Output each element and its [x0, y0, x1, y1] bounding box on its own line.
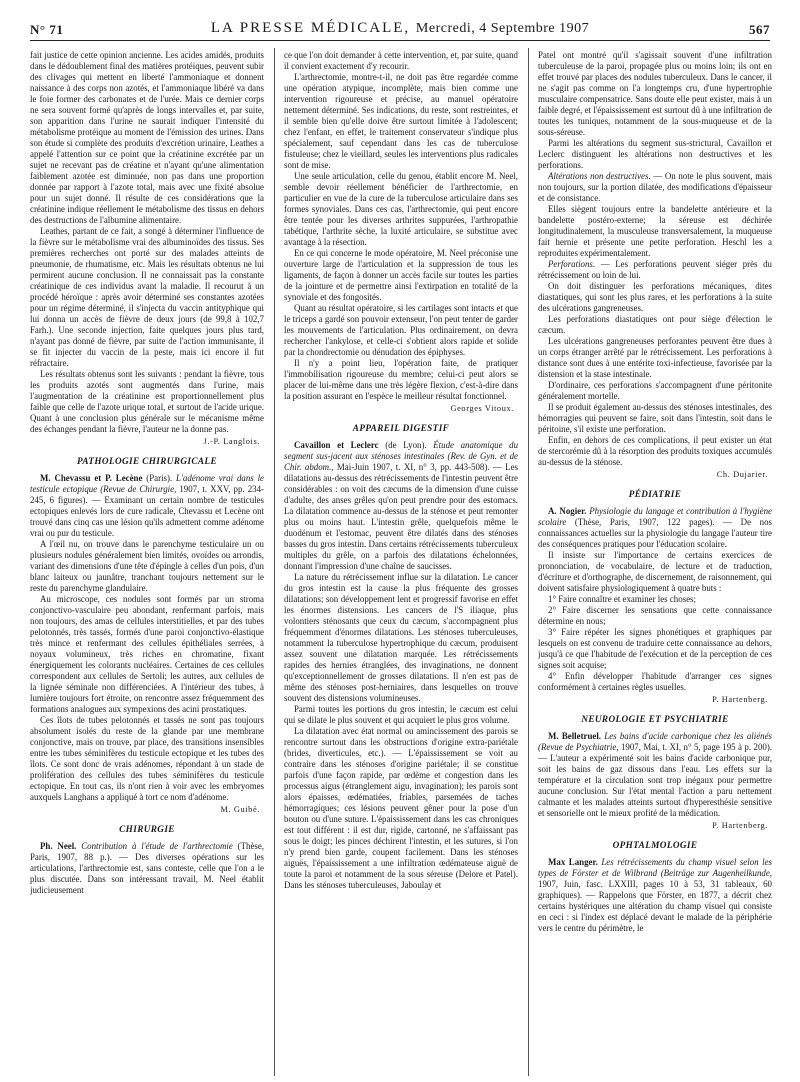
- paragraph: Il n'y a point lieu, l'opération faite, de pratiquer l'immobilisation rigoureuse du membre; celui-ci peut alors se placer de lui-même dans une très légère flexion, c'est-à-dire dans la position assurant en l'espèce le meilleur résultat fonctionnel.: [284, 358, 518, 401]
- review-title: Étude anatomique du segment sus-jacent aux sténoses intestinales: [284, 440, 518, 461]
- signature: Ch. Dujarier.: [716, 470, 768, 479]
- section-heading: CHIRURGIE: [119, 824, 175, 834]
- review-title: Les rétrécissements du champ visuel selon les types de Förster et de Wilbrand: [538, 857, 772, 878]
- signature: J.-P. Langlois.: [203, 437, 260, 446]
- paragraph: Parmi les altérations du segment sus-strictural, Cavaillon et Leclerc distinguent les altérations non destructives et les perforations.: [538, 138, 772, 170]
- review-entry: [538, 506, 772, 550]
- paragraph: L'arthrectomie, montre-t-il, ne doit pas être regardée comme une opération atypique, incomplète, mais bien comme une intervention rigoureuse et précise, au manuel opératoire nettement déterminé. Ses indications, du reste, sont restreintes, et il semble bien qu'elle doive être surtout limitée à l'adolescent; chez l'enfant, en effet, le traitement conservateur s'indique plus spécialement, sauf cependant dans les cas de tuberculose fistuleuse; chez le vieillard, seules les interventions plus radicales sont de mise.: [284, 72, 518, 170]
- paragraph-text: — Les perforations peuvent siéger près du rétrécissement ou loin de lui.: [538, 259, 772, 280]
- subheading-inline: Altérations non destructives.: [548, 171, 651, 181]
- issue-date: Mercredi, 4 Septembre 1907: [415, 21, 590, 36]
- review-title: Physiologie du langage et contribution à l'hygiène scolaire: [538, 506, 772, 527]
- review-title: L'adénome vrai dans le testicule ectopique: [30, 473, 264, 494]
- journal-title: LA PRESSE MÉDICALE,: [210, 20, 411, 36]
- page-number-right: 567: [749, 22, 770, 37]
- paragraph: D'ordinaire, ces perforations s'accompagnent d'une péritonite généralement mortelle.: [538, 380, 772, 401]
- review-source: (Rev. de Gyn. et de Chir. abdom.,: [284, 451, 518, 472]
- review-author: Max Langer.: [548, 857, 598, 867]
- review-text: 1907, Mai, t. XI, n° 5, page 195 à p. 200). — L'auteur a expérimenté soit les bains d'acide carbonique pur, soit les bains de gaz dissous dans l'eau. Les effets sur la température et la circulation sont trop inégaux pour permettre aucune conclusion. Sur l'état mental l'action a paru nettement calmante et les malades atteints surtout d'hyperesthésie sensitive et sensorielle ont le mieux profité de la médication.: [538, 742, 772, 818]
- journal-masthead: [30, 20, 770, 37]
- review-author: M. Belletruel.: [548, 731, 602, 741]
- paragraph: Les résultats obtenus sont les suivants : pendant la fièvre, tous les produits azotés sont augmentés dans l'urine, mais l'augmentation de la créatinine est proportionnellement plus faible que celle de l'azote urique total, et surtout de l'acide urique. Quant à une conclusion plus générale sur le mécanisme même des échanges pendant la fièvre, l'auteur ne la donne pas.: [30, 369, 264, 434]
- page-header: [30, 8, 770, 48]
- paragraph: [538, 171, 772, 204]
- section-heading: APPAREIL DIGESTIF: [352, 423, 450, 433]
- signature: M. Guibé.: [220, 805, 260, 814]
- subheading-inline: Perforations.: [548, 259, 596, 269]
- review-source: (Revue de Chirurgie,: [97, 484, 177, 494]
- list-item: 3° Faire répéter les signes phonétiques et graphiques par lesquels on est convenu de traduire cette connaissance au dehors, jusqu'à ce que l'habitude de l'exécution et de la perception de ces signes soit acquise;: [538, 627, 772, 670]
- paragraph: ce que l'on doit demander à cette intervention, et, par suite, quand il convient exactement d'y recourir.: [284, 50, 518, 71]
- list-item: 2° Faire discerner les sensations que cette connaissance détermine en nous;: [538, 605, 772, 626]
- signature: P. Hartenberg.: [712, 695, 768, 704]
- paragraph: Enfin, en dehors de ces complications, il peut exister un état de stercorémie dû à la résorption des produits toxiques accumulés au-dessus de la sténose.: [538, 435, 772, 467]
- review-title: Les bains d'acide carbonique chez les aliénés: [601, 731, 772, 741]
- paragraph: La dilatation avec état normal ou amincissement des parois se rencontre surtout dans les obstructions d'origine extra-pariétale (brides, diverticules, etc.). — L'épaississement se voit au contraire dans les sténoses d'origine pariétale; il se constitue parfois d'une façon rapide, par œdème et congestion dans les processus aigus (étranglement aigu, invagination); les parois sont alors épaisses, œdématiées, friables, parsemées de taches hémorragiques; ces lésions peuvent gêner pour la pose d'un bouton ou d'une suture. L'épaississement dans les cas chroniques est tout différent : il est dur, rigide, cartonné, ne s'affaissant pas sous le doigt; les pinces déchirent l'intestin, et les sutures, si l'on n'y prend bien garde, coupent facilement. Dans les sténoses aiguës, l'épaississement a une infiltration œdémateuse aiguë de toute la paroi et notamment de la sous séreuse (Delore et Patel). Dans les sténoses tuberculeuses, Jaboulay et: [284, 726, 518, 890]
- review-author: A. Nogier.: [548, 506, 587, 516]
- review-author: Ph. Neel.: [40, 841, 77, 851]
- paragraph: Ces îlots de tubes pelotonnés et tassés ne sont pas toujours absolument isolés du reste de la glande par une membrane conjonctive, mais on trouve, par place, des transitions insensibles entre les tubes séminifères du testicule ectopique et les tubes des îlots. Ce sont donc de vrais adénomes, répondant à un stade de prolifération des cellules des tubes séminifères du testicule ectopique. En tout cas, ils n'ont rien à voir avec les embryomes auxquels Langhans a appliqué à tort ce nom d'adénome.: [30, 715, 264, 802]
- paragraph: Les perforations diastatiques ont pour siège d'élection le cæcum.: [538, 314, 772, 335]
- review-text: 1907, Juin, fasc. LXXIII, pages 10 à 53, 31 tableaux, 60 graphiques). — Rappelons que Förster, en 1877, a décrit chez certains hystériques une altération du champ visuel qui consiste en ceci : si l'index est déplacé devant le malade de la périphérie vers le centre du périmètre, le: [538, 879, 772, 933]
- paragraph: [538, 259, 772, 281]
- review-entry: [284, 440, 518, 572]
- review-text: (Thèse, Paris, 1907, 88 p.). — Des diverses opérations sur les articulations, l'arthrectomie est, sans conteste, celle que l'on a le plus discutée. Dans son intéressant travail, M. Neel établit judicieusement: [30, 841, 264, 895]
- column-divider-2: [528, 48, 529, 1076]
- signature: Georges Vitoux.: [450, 404, 514, 413]
- review-text: (Thèse, Paris, 1907, 122 pages). — De nos connaissances actuelles sur la physiologie du langage l'auteur tire des conséquences pratiques pour l'éducation scolaire.: [538, 517, 772, 549]
- signature: P. Hartenberg.: [712, 821, 768, 830]
- list-item: 4° Enfin développer l'habitude d'arranger ces signes conformément à certaines règles usuelles.: [538, 671, 772, 692]
- paragraph: Il se produit également au-dessus des sténoses intestinales, des hémorragies qui peuvent se faire, soit dans l'intestin, soit dans le péritoine, s'il existe une perforation.: [538, 402, 772, 434]
- paragraph: Patel ont montré qu'il s'agissait souvent d'une infiltration tuberculeuse de la paroi, propagée plus ou moins loin; ils ont en effet trouvé par places des nodules tuberculeux. Dans le cancer, il ne s'agit pas comme on l'a longtemps cru, d'une hypertrophie musculaire compensatrice. Sans doute elle peut exister, mais à un faible degré, et l'épaississement est surtout dû à une infiltration de toutes les tuniques, notamment de la sous-muqueuse et de la sous-séreuse.: [538, 50, 772, 137]
- review-source: (Beiträge zur Augenheilkunde,: [657, 868, 772, 878]
- section-heading: PATHOLOGIE CHIRURGICALE: [77, 456, 217, 466]
- column-2: [284, 50, 518, 1075]
- paragraph: Une seule articulation, celle du genou, établit encore M. Neel, semble devoir réellement bénéficier de l'arthrectomie, en particulier en vue de la cure de la tuberculose articulaire dans ses formes synoviales. Dans ces cas, l'arthrectomie, qui peut encore être tentée pour les diverses arthrites suppurées, l'arthropathie tabétique, l'arthrite sèche, la luxité articulaire, se substitue avec avantage à la résection.: [284, 171, 518, 247]
- paragraph: Les ulcérations gangreneuses perforantes peuvent être dues à un corps étranger arrêté par le rétrécissement. Les perforations à distance sont dues à une entérite toxi-infectieuse, favorisée par la distension et la stase intestinale.: [538, 336, 772, 379]
- paragraph-text: — On note le plus souvent, mais non toujours, sur la portion dilatée, des modifications d'épaisseur et de consistance.: [538, 171, 772, 203]
- review-place: (de Lyon).: [378, 440, 434, 450]
- review-entry: [538, 731, 772, 819]
- section-heading: PÉDIATRIE: [628, 489, 682, 499]
- review-entry: [30, 473, 264, 539]
- list-item: 1° Faire connaître et examiner les choses;: [548, 594, 696, 604]
- paragraph: Au microscope, ces nodules sont formés par un stroma conjonctivo-vasculaire peu abondant, renfermant parfois, mais non toujours, des amas de cellules interstitielles, et par des tubes pelotonnés, très tassés, formés d'une paroi conjonctivo-élastique très mince et renfermant des cellules épithéliales serrées, à noyaux volumineux, très riches en chromatine, fixant énergiquement les colorants nucléaires. Certaines de ces cellules correspondent aux cellules de Sertoli; les autres, aux cellules de la lignée séminale non différenciées. A l'intérieur des tubes, à lumière toujours fort étroite, on rencontre assez fréquemment des formations analogues aux sympexions des acini prostatiques.: [30, 594, 264, 714]
- review-entry: [30, 841, 264, 896]
- review-author: M. Chevassu et P. Lecène: [40, 473, 143, 483]
- review-title: Contribution à l'étude de l'arthrectomie: [76, 841, 233, 851]
- review-author: Cavaillon et Leclerc: [294, 440, 379, 450]
- section-heading: OPHTALMOLOGIE: [612, 840, 698, 850]
- review-source: (Revue de Psychiatrie,: [538, 742, 619, 752]
- paragraph: Quant au résultat opératoire, si les cartilages sont intacts et que le triceps a gardé son pouvoir extenseur, l'on peut tenter de garder les mouvements de l'articulation. Plus ordinairement, on devra rechercher l'ankylose, et celle-ci s'obtient alors rapide et solide par la chondrectomie ou dénudation des épiphyses.: [284, 303, 518, 357]
- paragraph: fait justice de cette opinion ancienne. Les acides amidés, produits dans le dédoublement final des matières protéiques, peuvent subir des clivages qui mettent en liberté l'ammoniaque et donnent naissance à des corps non azotés, et l'ammoniaque libéré va dans le foie former des carbonates et de l'urée. Mais ce dernier corps ne sera souvent formé qu'après de longs intervalles et, par suite, son apparition dans l'urine ne saurait indiquer l'intensité du métabolisme protéique au moment de l'émission des urines. Dans son étude si complète des produits d'excrétion urinaire, Leathes a appelé l'attention sur ce point que la créatinine excrétée par un sujet ne recevant pas de créatine et n'ayant qu'une alimentation faiblement azotée est diminuée, non pas dans une proportion donnée par rapport à l'azote total, mais avec une fixité absolue pour un sujet donné. Il résulte de ces considérations que la créatinine indique réellement le métabolisme des tissus en dehors des destructions de l'albumine alimentaire.: [30, 50, 264, 225]
- column-divider-1: [274, 48, 275, 1076]
- page-number-left: N° 71: [30, 22, 64, 37]
- paragraph: On doit distinguer les perforations mécaniques, dites diastatiques, qui sont les plus rares, et les perforations à la suite des ulcérations gangreneuses.: [538, 281, 772, 313]
- review-place: (Paris).: [142, 473, 177, 483]
- paragraph: En ce qui concerne le mode opératoire, M. Neel préconise une ouverture large de l'articulation et la suppression de tous les ligaments, de façon à donner un accès facile sur toutes les parties de la jointure et de permettre ainsi l'extirpation en totalité de la synoviale et des fongosités.: [284, 248, 518, 302]
- paragraph: A l'œil nu, on trouve dans le parenchyme testiculaire un ou plusieurs nodules généralement bien limités, ovoïdes ou arrondis, variant des dimensions d'une tête d'épingle à celles d'un pois, d'un blanc laiteux ou jaunâtre, tranchant toujours nettement sur le reste du parenchyme glandulaire.: [30, 539, 264, 593]
- paragraph: Parmi toutes les portions du gros intestin, le cæcum est celui qui se dilate le plus souvent et qui acquiert le plus gros volume.: [284, 704, 518, 725]
- header-rule: [30, 40, 770, 41]
- section-heading: NEUROLOGIE ET PSYCHIATRIE: [581, 714, 729, 724]
- paragraph: Elles siègent toujours entre la bandelette antérieure et la bandelette postéro-externe; la séreuse est déchirée longitudinalement, la musculeuse transversalement, la muqueuse fait hernie et présente une petite perforation. Heschl les a reproduites expérimentalement.: [538, 204, 772, 258]
- review-entry: [538, 857, 772, 934]
- column-1: [30, 50, 264, 1075]
- paragraph: Leathes, partant de ce fait, a songé à déterminer l'influence de la fièvre sur le métabolisme vrai des albuminoïdes des tissus. Ses premières recherches ont porté sur des malades atteints de pneumonie, de rhumatisme, etc. Mais les résultats obtenus ne lui permirent aucune conclusion. Il ne connaissait pas la constante créatinique de ces individus avant la maladie. Il recourut à un procédé héroïque : après avoir déterminé ses constantes azotées pour un régime déterminé, il s'injecta du vaccin antityphique qui lui donna un accès de fièvre de deux jours (de 99,8 à 102,7 Farh.). Une seconde injection, faite quelques jours plus tard, n'ayant pas donné de fièvre, par suite de l'action immunisante, il se fit injecter du vaccin de la peste, mais ici encore il fut réfractaire.: [30, 226, 264, 368]
- review-text: Mai-Juin 1907, t. XI, n° 3, pp. 443-508). — Les dilatations au-dessus des rétrécissements de l'intestin peuvent être considérables : on voit des cæcums de la dimension d'une cuisse d'adulte, des anses grêles qu'on peut prendre pour des estomacs. La dilatation commence au-dessus de la sténose et peut remonter plus ou moins haut. L'intestin grêle, quelquefois même le duodénum et l'estomac, peuvent être dilatés dans des sténoses basses du gros intestin. Dans certains rétrécissements tuberculeux multiples du grêle, on a parfois des dilatations échelonnées, donnant l'impression d'une chaîne de saucisses.: [284, 462, 518, 571]
- review-text: 1907, t. XXV, pp. 234-245, 6 figures). — Examinant un certain nombre de testicules ectopiques enlevés lors de cure radicale, Chevassu et Lecène ont trouvé dans cinq cas une lésion qu'ils admettent comme adénome vrai ou pur du testicule.: [30, 484, 264, 538]
- column-3: [538, 50, 772, 1075]
- paragraph: La nature du rétrécissement influe sur la dilatation. Le cancer du gros intestin est la cause la plus fréquente des grosses dilatations; son développement lent et progressif favorise en effet les énormes distensions. Les cancers de l'S iliaque, plus volontiers sténosants que ceux du cæcum, s'accompagnent plus fréquemment d'énormes dilatations. Les sténoses tuberculeuses, notamment la tuberculose hypertrophique du cæcum, produisent assez souvent une dilatation marquée. Les rétrécissements rapides des hernies étranglées, des invaginations, ne donnent qu'exceptionnellement de grosses dilatations. Il n'en est pas de même des sténoses post-herniaires, dans lesquelles on trouve souvent des distensions volumineuses.: [284, 572, 518, 703]
- paragraph: Il insiste sur l'importance de certains exercices de prononciation, de vocabulaire, de lecture et de traduction, d'écriture et d'orthographe, de discernement, de raisonnement, qui doivent satisfaire physiologiquement à quatre buts :: [538, 550, 772, 593]
